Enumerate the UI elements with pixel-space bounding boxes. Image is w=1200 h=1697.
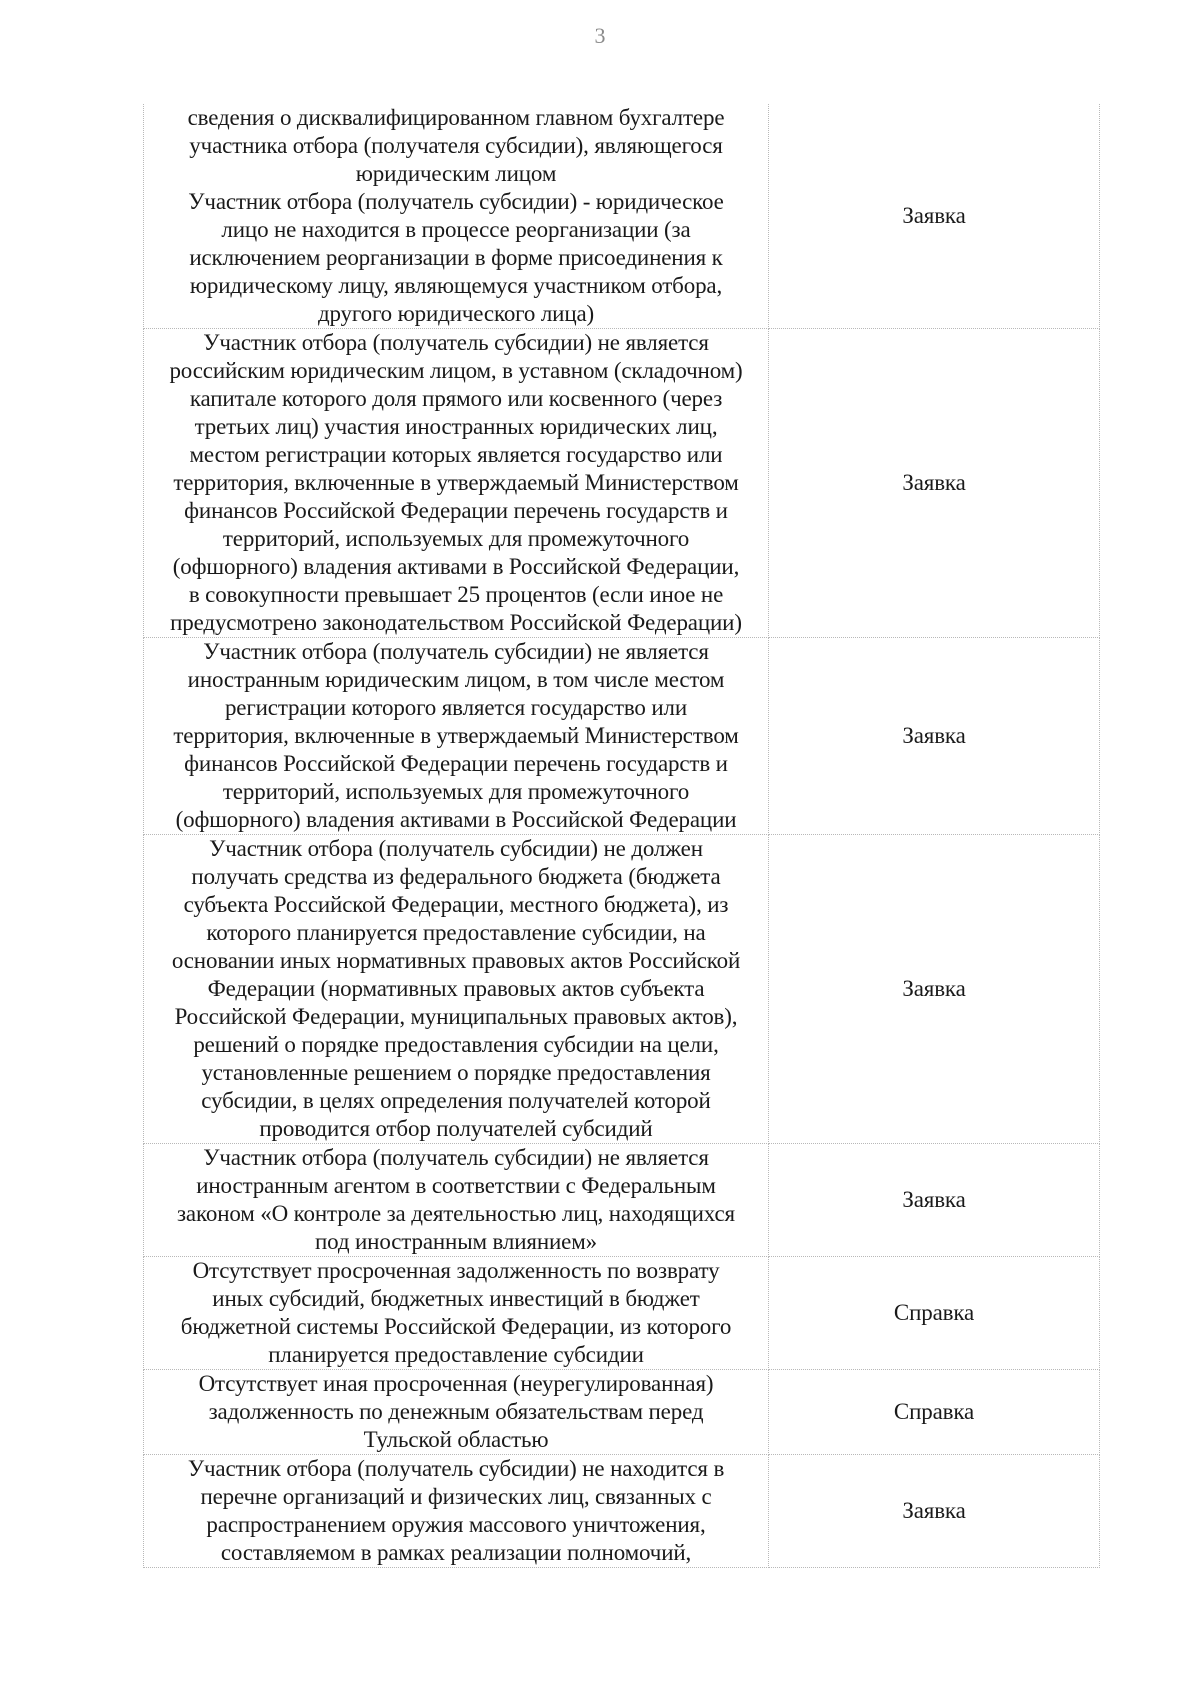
requirement-cell — [144, 1144, 769, 1257]
table-row — [144, 104, 1100, 329]
requirement-line: финансов Российской Федерации перечень государств и — [184, 751, 728, 776]
requirement-line: (офшорного) владения активами в Российской Федерации, — [172, 554, 740, 579]
requirement-line: лицо не находится в процессе реорганизации (за — [221, 217, 691, 242]
requirement-line: перечне организаций и физических лиц, связанных с — [200, 1484, 712, 1509]
requirements-table — [143, 104, 1100, 1568]
document-type-cell: Заявка — [769, 1144, 1100, 1257]
table-row — [144, 1144, 1100, 1257]
requirement-line: установленные решением о порядке предоставления — [201, 1060, 711, 1085]
document-type-cell: Справка — [769, 1370, 1100, 1455]
requirement-line: распространением оружия массового уничтожения, — [206, 1512, 706, 1537]
requirement-line: российским юридическим лицом, в уставном (складочном) — [169, 358, 743, 383]
table-row — [144, 1370, 1100, 1455]
requirement-cell — [144, 1455, 769, 1568]
requirement-line: юридическому лицу, являющемуся участником отбора, — [189, 273, 723, 298]
requirement-line: территорий, используемых для промежуточного — [222, 779, 690, 804]
requirement-line: другого юридического лица) — [317, 301, 595, 326]
requirement-line: под иностранным влиянием» — [315, 1229, 597, 1254]
document-type-cell: Заявка — [769, 638, 1100, 835]
requirement-line: Отсутствует просроченная задолженность по возврату — [192, 1258, 720, 1283]
requirement-line: участника отбора (получателя субсидии), являющегося — [189, 133, 723, 158]
table-row — [144, 1257, 1100, 1370]
requirement-line: законом «О контроле за деятельностью лиц, находящихся — [177, 1201, 735, 1226]
requirement-line: проводится отбор получателей субсидий — [259, 1116, 653, 1141]
document-type-cell: Заявка — [769, 835, 1100, 1144]
requirement-line: территория, включенные в утверждаемый Министерством — [173, 470, 739, 495]
requirement-cell — [144, 638, 769, 835]
requirement-line: иных субсидий, бюджетных инвестиций в бюджет — [212, 1286, 700, 1311]
requirement-line: составляемом в рамках реализации полномочий, — [220, 1540, 692, 1565]
requirement-line: Участник отбора (получатель субсидии) не должен — [209, 836, 703, 861]
document-type-cell: Заявка — [769, 1455, 1100, 1568]
requirement-line: планируется предоставление субсидии — [268, 1342, 644, 1367]
requirement-line: Тульской областью — [363, 1427, 549, 1452]
requirement-cell — [144, 104, 769, 329]
requirement-line: Участник отбора (получатель субсидии) - юридическое — [188, 189, 724, 214]
requirement-line: иностранным агентом в соответствии с Федеральным — [196, 1173, 716, 1198]
table-row — [144, 835, 1100, 1144]
requirement-line: исключением реорганизации в форме присоединения к — [189, 245, 723, 270]
requirement-line: регистрации которого является государство или — [224, 695, 688, 720]
document-type-cell: Заявка — [769, 104, 1100, 329]
requirement-line: иностранным юридическим лицом, в том числе местом — [187, 667, 725, 692]
requirement-line: Отсутствует иная просроченная (неурегулированная) — [198, 1371, 714, 1396]
table-row — [144, 638, 1100, 835]
requirement-line: Участник отбора (получатель субсидии) не является — [203, 330, 709, 355]
requirement-line: которого планируется предоставление субсидии, на — [206, 920, 706, 945]
requirement-line: Участник отбора (получатель субсидии) не является — [203, 639, 709, 664]
requirement-line: местом регистрации которых является государство или — [189, 442, 723, 467]
requirement-line: Участник отбора (получатель субсидии) не находится в — [187, 1456, 725, 1481]
requirement-line: бюджетной системы Российской Федерации, из которого — [180, 1314, 732, 1339]
document-type-cell: Справка — [769, 1257, 1100, 1370]
requirement-line: в совокупности превышает 25 процентов (если иное не — [188, 582, 724, 607]
requirement-cell — [144, 1257, 769, 1370]
requirement-line: финансов Российской Федерации перечень государств и — [184, 498, 728, 523]
requirement-line: юридическим лицом — [355, 161, 557, 186]
requirement-line: задолженность по денежным обязательствам перед — [208, 1399, 704, 1424]
requirement-line: предусмотрено законодательством Российской Федерации) — [170, 610, 742, 635]
requirement-line: сведения о дисквалифицированном главном бухгалтере — [187, 105, 725, 130]
requirement-line: (офшорного) владения активами в Российской Федерации — [175, 807, 737, 832]
requirement-line: территорий, используемых для промежуточного — [222, 526, 690, 551]
requirement-cell — [144, 1370, 769, 1455]
requirement-line: получать средства из федерального бюджета (бюджета — [191, 864, 721, 889]
requirement-line: субсидии, в целях определения получателей которой — [201, 1088, 711, 1113]
requirement-line: субъекта Российской Федерации, местного бюджета), из — [183, 892, 729, 917]
requirement-line: Российской Федерации, муниципальных правовых актов), — [174, 1004, 738, 1029]
requirement-line: территория, включенные в утверждаемый Министерством — [173, 723, 739, 748]
requirement-line: Федерации (нормативных правовых актов субъекта — [207, 976, 705, 1001]
requirement-cell — [144, 329, 769, 638]
requirement-cell — [144, 835, 769, 1144]
requirement-line: капитале которого доля прямого или косвенного (через — [189, 386, 723, 411]
requirement-line: основании иных нормативных правовых актов Российской — [171, 948, 741, 973]
requirement-line: третьих лиц) участия иностранных юридических лиц, — [194, 414, 718, 439]
requirement-line: решений о порядке предоставления субсидии на цели, — [193, 1032, 719, 1057]
document-type-cell: Заявка — [769, 329, 1100, 638]
page-number: 3 — [594, 23, 606, 48]
requirement-line: Участник отбора (получатель субсидии) не является — [203, 1145, 709, 1170]
table-row — [144, 1455, 1100, 1568]
table-row — [144, 329, 1100, 638]
